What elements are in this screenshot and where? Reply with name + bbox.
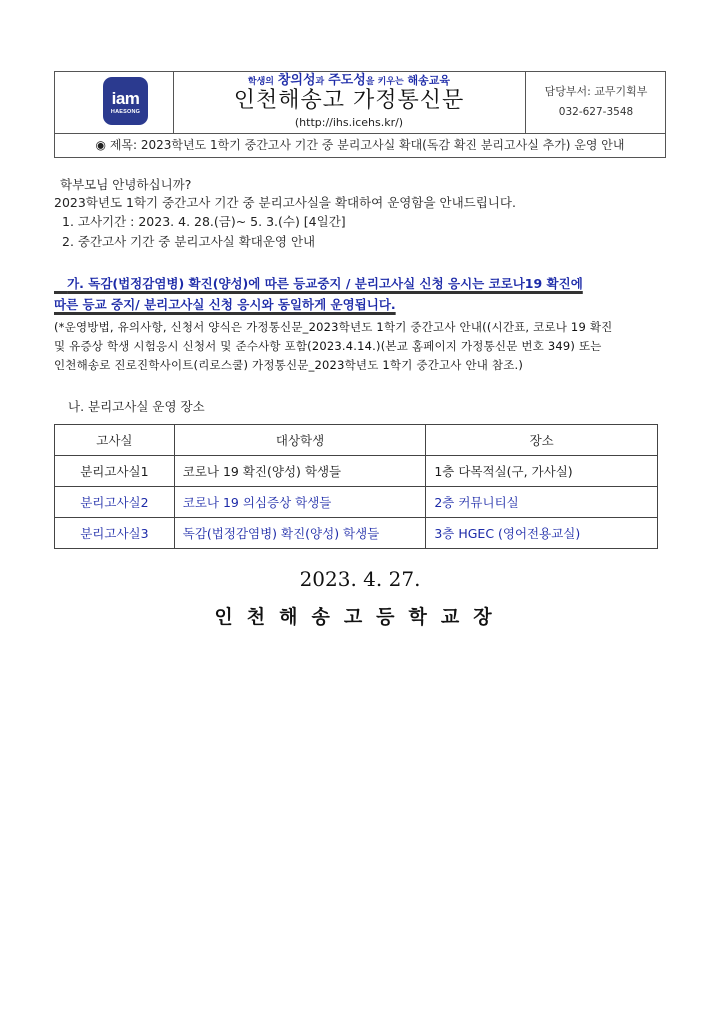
slogan-part: 을 키우는 [365, 77, 404, 87]
cell-students: 코로나 19 의심증상 학생들 [174, 487, 426, 518]
section-b-heading: 나. 분리고사실 운영 장소 [68, 399, 205, 414]
logo-main-text: iam [111, 89, 140, 108]
cell-location: 2층 커뮤니티실 [426, 487, 658, 518]
radio-bullet-icon: ◉ [95, 138, 106, 152]
cell-students: 독감(법정감염병) 확진(양성) 학생들 [174, 518, 426, 549]
table-row [55, 518, 658, 549]
cell-room: 분리고사실3 [55, 518, 175, 549]
cell-location: 3층 HGEC (영어전용교실) [426, 518, 658, 549]
table-row [55, 456, 658, 487]
note-line-2: 및 유증상 학생 시험응시 신청서 및 준수사항 포함(2023.4.14.)(본교 홈페이지 가정통신문 번호 349) 또는 [54, 339, 602, 353]
school-url[interactable]: (http://ihs.icehs.kr/) [294, 116, 404, 129]
cell-location: 1층 다목적실(구, 가사실) [426, 456, 658, 487]
school-logo [103, 77, 148, 125]
section-heading-2: 2. 중간고사 기간 중 분리고사실 확대운영 안내 [62, 234, 316, 249]
highlight-line-2: 따른 등교 중지/ 분리고사실 신청 응시와 동일하게 운영됩니다. [54, 297, 396, 312]
logo-cell [55, 72, 174, 133]
slogan-part: 주도성 [328, 73, 366, 88]
exam-room-table [54, 424, 658, 549]
title-cell [173, 72, 525, 133]
cell-room: 분리고사실1 [55, 456, 175, 487]
note-line-1: (*운영방법, 유의사항, 신청서 양식은 가정통신문_2023학년도 1학기 중간고사 안내((시간표, 코로나 19 확진 [54, 320, 613, 334]
table-row [55, 487, 658, 518]
phone-number: 032-627-3548 [558, 106, 634, 118]
newsletter-title: 인천해송고 가정통신문 [233, 88, 465, 113]
col-header-room: 고사실 [55, 425, 175, 456]
cell-room: 분리고사실2 [55, 487, 175, 518]
note-line-3: 인천해송로 진로진학사이트(리로스쿨) 가정통신문_2023학년도 1학기 중간고사 안내 참조.) [54, 358, 524, 372]
col-header-location: 장소 [426, 425, 658, 456]
contact-cell [525, 72, 666, 133]
highlight-line-1 [54, 275, 583, 292]
department: 담당부서: 교무기획부 [544, 85, 648, 98]
slogan-part: 학생의 [247, 77, 275, 87]
highlight-text: 가. 독감(법정감염병) 확진(양성)에 따른 등교중지 / 분리고사실 신청 응시는 코로나19 확진에 [67, 276, 583, 291]
school-slogan [173, 74, 525, 89]
newsletter-header [54, 71, 666, 158]
subject-line [55, 133, 665, 158]
greeting: 학부모님 안녕하십니까? [60, 177, 192, 192]
header-top-row [55, 72, 665, 134]
exam-period: 1. 고사기간 : 2023. 4. 28.(금)~ 5. 3.(수) [4일간] [62, 214, 346, 229]
col-header-students: 대상학생 [174, 425, 426, 456]
slogan-part: 해송교육 [407, 74, 451, 87]
table-header-row [55, 425, 658, 456]
logo-sub-text: HAESONG [110, 109, 141, 115]
slogan-part: 과 [315, 77, 325, 87]
intro-text: 2023학년도 1학기 중간고사 기간 중 분리고사실을 확대하여 운영함을 안내드립니다. [54, 195, 516, 210]
principal-signature: 인천해송고등학교장 [214, 606, 506, 628]
slogan-part: 창의성 [277, 73, 316, 88]
issue-date: 2023. 4. 27. [299, 567, 421, 591]
subject-text: 제목: 2023학년도 1학기 중간고사 기간 중 분리고사실 확대(독감 확진 분리고사실 추가) 운영 안내 [109, 138, 625, 152]
cell-students: 코로나 19 확진(양성) 학생들 [174, 456, 426, 487]
